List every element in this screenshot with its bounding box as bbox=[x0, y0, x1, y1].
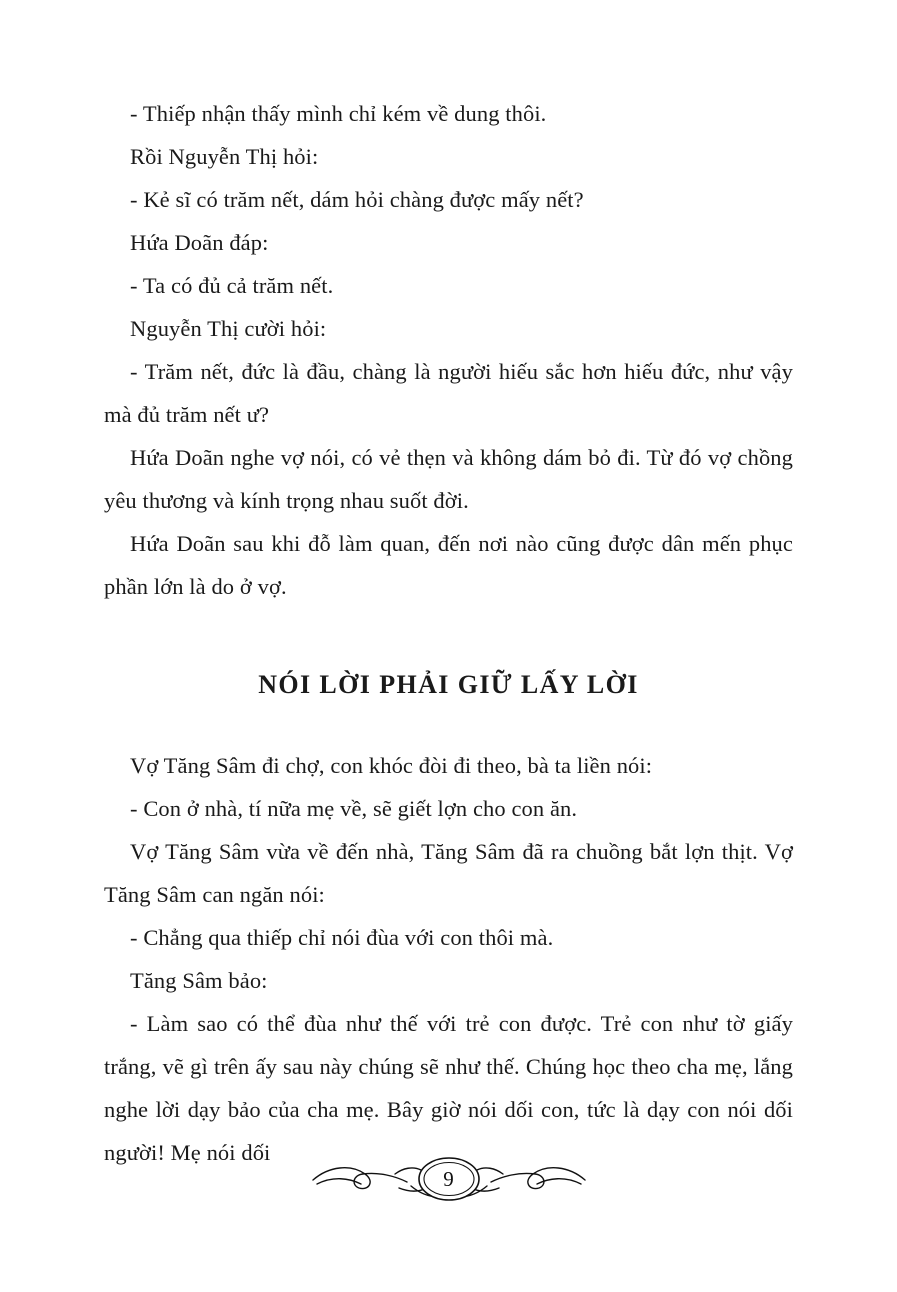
paragraph: Vợ Tăng Sâm đi chợ, con khóc đòi đi theo, bà ta liền nói: bbox=[130, 753, 653, 778]
footer-ornament bbox=[299, 1146, 599, 1212]
paragraph: Hứa Doãn đáp: bbox=[130, 230, 269, 255]
page-footer bbox=[0, 1144, 897, 1214]
paragraph: - Chẳng qua thiếp chỉ nói đùa với con thôi mà. bbox=[130, 925, 554, 950]
text-block-lower bbox=[104, 744, 793, 1174]
paragraph: Rồi Nguyễn Thị hỏi: bbox=[130, 144, 319, 169]
paragraph: - Con ở nhà, tí nữa mẹ về, sẽ giết lợn cho con ăn. bbox=[130, 796, 578, 821]
paragraph: - Trăm nết, đức là đầu, chàng là người hiếu sắc hơn hiếu đức, như vậy mà đủ trăm nết ư? bbox=[104, 359, 793, 427]
paragraph: - Kẻ sĩ có trăm nết, dám hỏi chàng được mấy nết? bbox=[130, 187, 584, 212]
page-number: 9 bbox=[443, 1167, 454, 1191]
paragraph: - Làm sao có thể đùa như thế với trẻ con được. Trẻ con như tờ giấy trắng, vẽ gì trên ấy sau này chúng sẽ như thế. Chúng học theo cha mẹ, lắng nghe lời dạy bảo của cha mẹ. Bây giờ nói dối con, tức là dạy con nói dối người! Mẹ nói dối bbox=[104, 1011, 793, 1165]
paragraph: Hứa Doãn sau khi đỗ làm quan, đến nơi nào cũng được dân mến phục phần lớn là do ở vợ. bbox=[104, 531, 793, 599]
paragraph: Tăng Sâm bảo: bbox=[130, 968, 268, 993]
paragraph: - Thiếp nhận thấy mình chỉ kém về dung thôi. bbox=[130, 101, 547, 126]
paragraph: - Ta có đủ cả trăm nết. bbox=[130, 273, 334, 298]
text-block-upper bbox=[104, 92, 793, 608]
paragraph: Vợ Tăng Sâm vừa về đến nhà, Tăng Sâm đã ra chuồng bắt lợn thịt. Vợ Tăng Sâm can ngăn nói: bbox=[104, 839, 793, 907]
section-title: NÓI LỜI PHẢI GIỮ LẤY LỜI bbox=[258, 670, 639, 699]
paragraph: Hứa Doãn nghe vợ nói, có vẻ thẹn và không dám bỏ đi. Từ đó vợ chồng yêu thương và kính trọng nhau suốt đời. bbox=[104, 445, 793, 513]
paragraph: Nguyễn Thị cười hỏi: bbox=[130, 316, 327, 341]
